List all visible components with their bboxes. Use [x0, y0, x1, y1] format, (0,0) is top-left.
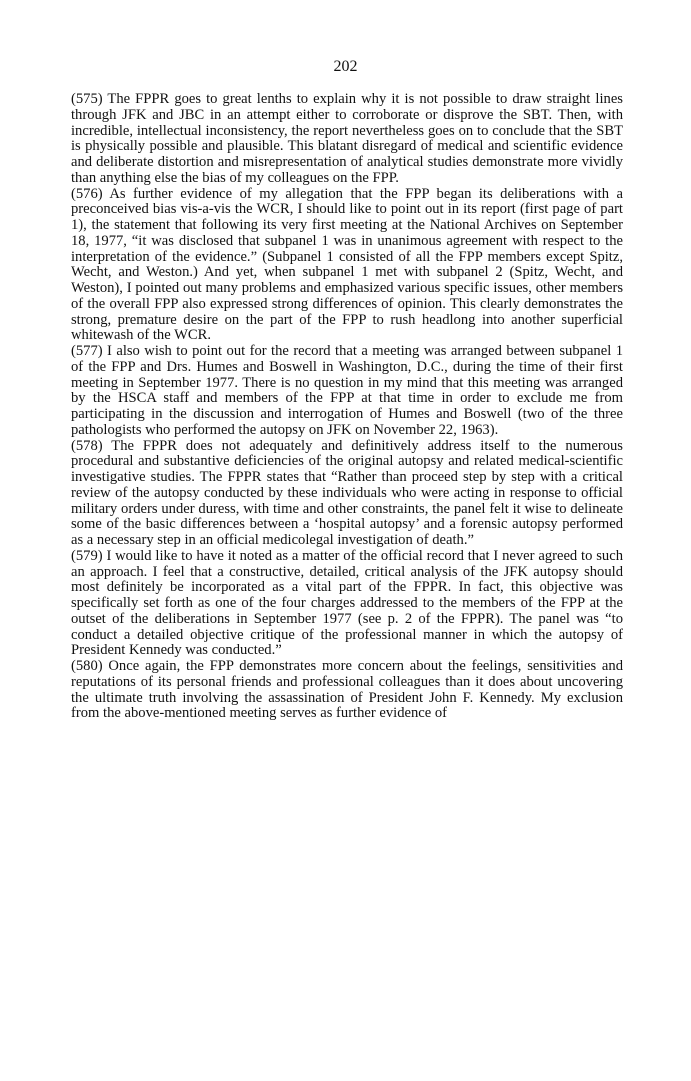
page-number: 202 — [333, 58, 358, 75]
paragraph-576: (576) As further evidence of my allegation that the FPP began its deliberations with a preconceived bias vis-a-vis the WCR, I should like to point out in its report (first page of part 1), the statement that following its very first meeting at the National Archives on September 18, 1977, “it was disclosed that subpanel 1 was in unanimous agreement with respect to the interpretation of the evidence.” (Subpanel 1 consisted of all the FPP members except Spitz, Wecht, and Weston.) And yet, when subpanel 1 met with subpanel 2 (Spitz, Wecht, and Weston), I pointed out many problems and emphasized various specific issues, other members of the overall FPP also expressed strong differences of opinion. This clearly demonstrates the strong, premature desire on the part of the FPP to rush headlong into another superficial whitewash of the WCR. — [71, 185, 623, 344]
paragraph-579: (579) I would like to have it noted as a matter of the official record that I never agreed to such an approach. I feel that a constructive, detailed, critical analysis of the JFK autopsy should most definitely be incorporated as a vital part of the FPPR. In fact, this objective was specifically set forth as one of the four charges addressed to the members of the FPP at the outset of the deliberations in September 1977 (see p. 2 of the FPPR). The panel was “to conduct a detailed objective critique of the professional manner in which the autopsy of President Kennedy was conducted.” — [71, 547, 623, 659]
paragraph-575: (575) The FPPR goes to great lenths to explain why it is not possible to draw straight lines through JFK and JBC in an attempt either to corroborate or disprove the SBT. Then, with incredible, intellectual inconsistency, the report nevertheless goes on to conclude that the SBT is physically possible and plausible. This blatant disregard of medical and scientific evidence and deliberate distortion and misrepresentation of analytical studies demonstrate more vividly than anything else the bias of my colleagues on the FPP. — [71, 91, 623, 186]
paragraph-578: (578) The FPPR does not adequately and definitively address itself to the numerous procedural and substantive deficiencies of the original autopsy and related medical-scientific investigative studies. The FPPR states that “Rather than proceed step by step with a critical review of the autopsy conducted by these individuals who were acting in response to official military orders under duress, with time and other constraints, the panel felt it wise to delineate some of the basic differences between a ‘hospital autopsy’ and a forensic autopsy performed as a necessary step in an official medicolegal investigation of death.” — [71, 437, 623, 548]
paragraph-580: (580) Once again, the FPP demonstrates more concern about the feelings, sensitivities and reputations of its personal friends and professional colleagues than it does about uncovering the ultimate truth involving the assassination of President John F. Kennedy. My exclusion from the above-mentioned meeting serves as further evidence of — [71, 658, 623, 722]
paragraph-577: (577) I also wish to point out for the record that a meeting was arranged between subpanel 1 of the FPP and Drs. Humes and Boswell in Washington, D.C., during the time of their first meeting in September 1977. There is no question in my mind that this meeting was arranged by the HSCA staff and members of the FPP at that time in order to exclude me from participating in the discussion and interrogation of Humes and Boswell (two of the three pathologists who performed the autopsy on JFK on November 22, 1963). — [71, 343, 623, 438]
body-text — [71, 92, 623, 722]
